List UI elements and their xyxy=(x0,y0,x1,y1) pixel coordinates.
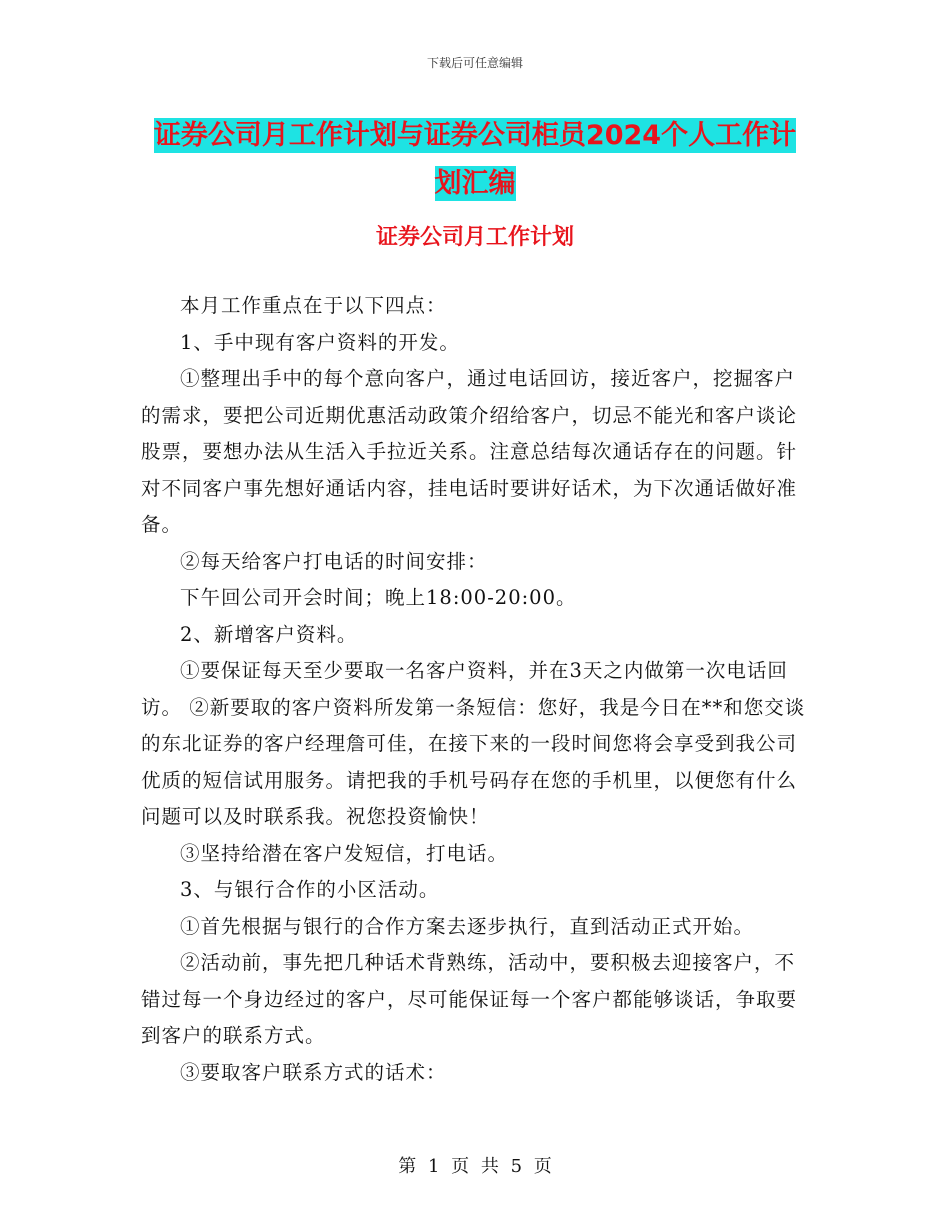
paragraph: ③坚持给潜在客户发短信，打电话。 xyxy=(180,841,509,865)
document-title xyxy=(140,112,810,208)
footer-page-number: 1 xyxy=(427,1156,440,1177)
paragraph: ③要取客户联系方式的话术： xyxy=(180,1060,447,1084)
paragraph: ②活动前，事先把几种话术背熟练，活动中，要积极去迎接客户，不错过每一个身边经过的客户，尽可能保证每一个客户都能够谈话，争取要到客户的联系方式。 xyxy=(141,951,798,1047)
paragraph: ①要保证每天至少要取一名客户资料，并在3天之内做第一次电话回访。 ②新要取的客户资料所发第一条短信：您好，我是今日在**和您交谈的东北证券的客户经理詹可佳，在接下来的一段时间您将会享受到我公司优质的短信试用服务。请把我的手机号码存在您的手机里，以便您有什么问题可以及时联系我。祝您投资愉快！ xyxy=(141,659,806,828)
paragraph: 3、与银行合作的小区活动。 xyxy=(180,878,440,901)
paragraph: 2、新增客户资料。 xyxy=(180,622,358,646)
document-title-line-1: 证券公司月工作计划与证券公司柜员2024个人工作计 xyxy=(153,120,797,151)
footer-prefix: 第 xyxy=(398,1156,417,1177)
section-title: 证券公司月工作计划 xyxy=(375,225,574,250)
page-footer xyxy=(0,1152,950,1178)
paragraph: ①整理出手中的每个意向客户，通过电话回访，接近客户，挖掘客户的需求，要把公司近期优惠活动政策介绍给客户，切忌不能光和客户谈论股票，要想办法从生活入手拉近关系。注意总结每次通话存在的问题。针对不同客户事先想好通话内容，挂电话时要讲好话术，为下次通话做好准备。 xyxy=(141,367,798,536)
footer-mid2: 共 xyxy=(480,1156,499,1177)
header-note: 下载后可任意编辑 xyxy=(426,56,523,70)
footer-mid1: 页 xyxy=(451,1156,470,1177)
paragraph: 1、手中现有客户资料的开发。 xyxy=(180,330,460,354)
document-title-line-2: 划汇编 xyxy=(434,168,516,199)
footer-suffix: 页 xyxy=(533,1156,552,1177)
paragraph: 本月工作重点在于以下四点： xyxy=(180,294,447,317)
paragraph: ②每天给客户打电话的时间安排： xyxy=(180,549,488,573)
document-body xyxy=(141,288,813,1091)
footer-total-pages: 5 xyxy=(510,1156,523,1177)
paragraph: 下午回公司开会时间；晚上18:00-20:00。 xyxy=(180,586,577,609)
paragraph: ①首先根据与银行的合作方案去逐步执行，直到活动正式开始。 xyxy=(180,914,755,938)
